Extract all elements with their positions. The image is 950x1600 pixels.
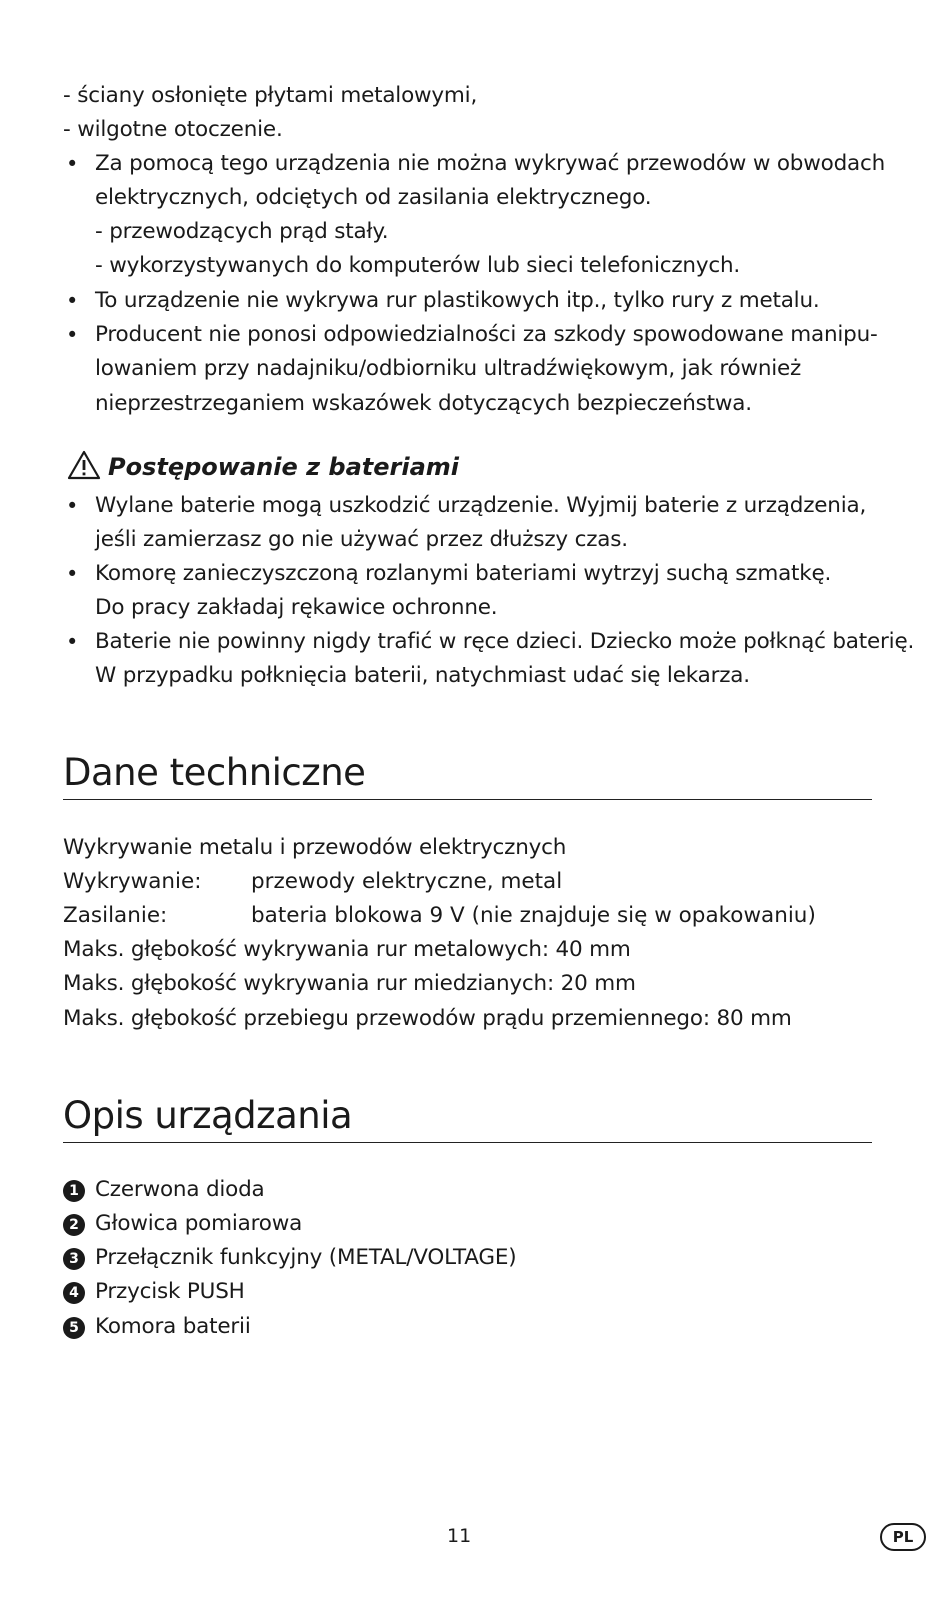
item-number-badge: 3 — [63, 1248, 85, 1270]
tech-power-value: bateria blokowa 9 V (nie znajduje się w opakowaniu) — [251, 903, 816, 928]
bullet-marker: • — [66, 630, 79, 654]
tech-line: Maks. głębokość wykrywania rur metalowych: 40 mm — [63, 937, 631, 962]
intro-bullet-text: Za pomocą tego urządzenia nie można wykrywać przewodów w obwodach — [95, 151, 886, 176]
bullet-marker: • — [66, 494, 79, 518]
intro-bullet-text: To urządzenie nie wykrywa rur plastikowych itp., tylko rury z metalu. — [95, 288, 820, 313]
page-number: 11 — [447, 1525, 472, 1547]
bullet-marker: • — [66, 562, 79, 586]
intro-line: - ściany osłonięte płytami metalowymi, — [63, 83, 478, 108]
intro-line: - wilgotne otoczenie. — [63, 117, 283, 142]
tech-line: Maks. głębokość przebiegu przewodów prądu przemiennego: 80 mm — [63, 1006, 792, 1031]
tech-detect-label: Wykrywanie: — [63, 869, 202, 894]
item-number-badge: 2 — [63, 1214, 85, 1236]
heading-rule — [63, 799, 872, 800]
tech-line: Maks. głębokość wykrywania rur miedzianych: 20 mm — [63, 971, 636, 996]
tech-power-label: Zasilanie: — [63, 903, 168, 928]
tech-line: Wykrywanie metalu i przewodów elektrycznych — [63, 835, 567, 860]
batteries-bullet-text: Komorę zanieczyszczoną rozlanymi bateriami wytrzyj suchą szmatkę. — [95, 561, 832, 586]
bullet-marker: • — [66, 152, 79, 176]
intro-bullet-text: lowaniem przy nadajniku/odbiorniku ultradźwiękowym, jak również — [95, 356, 802, 381]
warning-triangle-icon — [67, 450, 101, 480]
batteries-bullet-text: W przypadku połknięcia baterii, natychmiast udać się lekarza. — [95, 663, 750, 688]
item-number-badge: 5 — [63, 1317, 85, 1339]
description-item-label: Głowica pomiarowa — [95, 1211, 303, 1236]
bullet-marker: • — [66, 289, 79, 313]
intro-bullet-text: Producent nie ponosi odpowiedzialności za szkody spowodowane manipu- — [95, 322, 878, 347]
batteries-bullet-text: Wylane baterie mogą uszkodzić urządzenie. Wyjmij baterie z urządzenia, — [95, 493, 867, 518]
language-badge: PL — [880, 1523, 926, 1551]
batteries-bullet-text: Do pracy zakładaj rękawice ochronne. — [95, 595, 498, 620]
item-number-badge: 1 — [63, 1180, 85, 1202]
description-item-label: Przełącznik funkcyjny (METAL/VOLTAGE) — [95, 1245, 517, 1270]
intro-bullet-text: elektrycznych, odciętych od zasilania elektrycznego. — [95, 185, 652, 210]
batteries-bullet-text: jeśli zamierzasz go nie używać przez dłuższy czas. — [95, 527, 628, 552]
tech-heading: Dane techniczne — [63, 751, 366, 794]
description-item-label: Przycisk PUSH — [95, 1279, 245, 1304]
intro-bullet-text: nieprzestrzeganiem wskazówek dotyczących bezpieczeństwa. — [95, 391, 752, 416]
heading-rule — [63, 1142, 872, 1143]
bullet-marker: • — [66, 323, 79, 347]
batteries-section-title: Postępowanie z bateriami — [108, 453, 460, 481]
description-heading: Opis urządzania — [63, 1094, 353, 1137]
tech-detect-value: przewody elektryczne, metal — [251, 869, 563, 894]
batteries-bullet-text: Baterie nie powinny nigdy trafić w ręce dzieci. Dziecko może połknąć baterię. — [95, 629, 915, 654]
description-item-label: Czerwona dioda — [95, 1177, 265, 1202]
item-number-badge: 4 — [63, 1282, 85, 1304]
description-item-label: Komora baterii — [95, 1314, 251, 1339]
intro-bullet-text: - przewodzących prąd stały. — [95, 219, 389, 244]
intro-bullet-text: - wykorzystywanych do komputerów lub sieci telefonicznych. — [95, 253, 741, 278]
